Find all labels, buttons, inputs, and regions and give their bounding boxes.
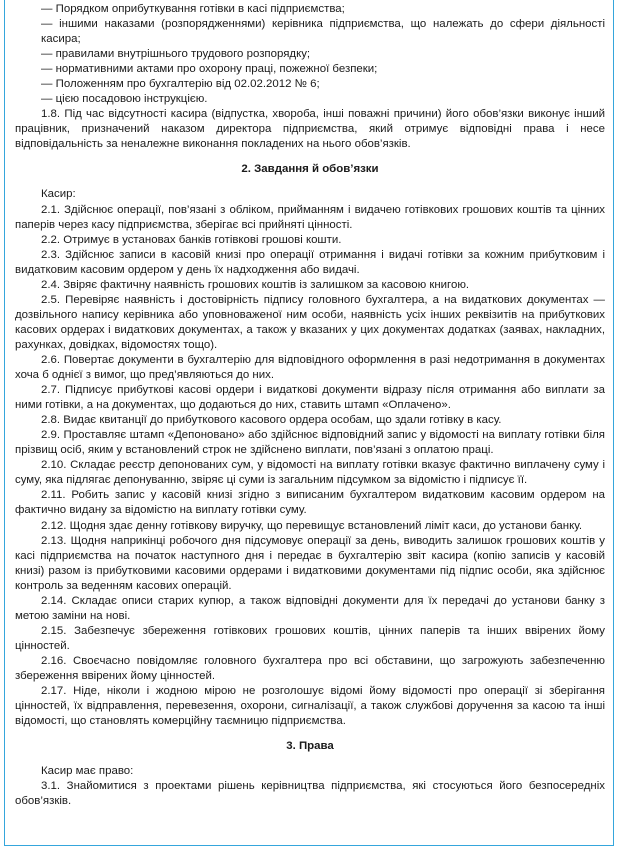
clause-2-11: 2.11. Робить запис у касовій книзі згідно з виписаним бухгалтером видатковим касовим ордером на фактично видану за відомістю на виплату готівки суму. xyxy=(15,489,605,517)
clause-3-1: 3.1. Знайомитися з проектами рішень керівництва підприємства, які стосуються його безпосередніх обов’язків. xyxy=(15,780,605,808)
section-3-title: 3. Права xyxy=(286,740,334,753)
section-3-intro: Касир має право: xyxy=(41,765,134,778)
clause-2-17: 2.17. Ніде, ніколи і жодною мірою не розголошує відомі йому відомості про операції зі зберігання цінностей, їх відправлення, перевезення, охорони, сигналізації, а також службові доручення за касою та інші відомості, що становлять комерційну таємницю підприємства. xyxy=(15,685,605,728)
clause-2-1: 2.1. Здійснює операції, пов’язані з обліком, прийманням і видачею готівкових грошових коштів та цінних паперів через касу підприємства, зберігає всі прийняті цінності. xyxy=(15,203,605,231)
intro-item: — іншими наказами (розпорядженнями) керівника підприємства, що належать до сфери діяльності касира; xyxy=(41,18,605,46)
clause-2-13: 2.13. Щодня наприкінці робочого дня підсумовує операції за день, виводить залишок грошових коштів у касі підприємства на початок наступного дня і передає в бухгалтерію звіт касира (копію записів у касовій книзі) разом із прибутковими касовими ордерами і видатковими документами під підпис особи, яка здійснює контроль за веденням касових операцій. xyxy=(15,534,605,592)
clause-2-8: 2.8. Видає квитанції до прибуткового касового ордера особам, що здали готівку в касу. xyxy=(41,414,502,427)
clause-2-14: 2.14. Складає описи старих купюр, а також відповідні документи для їх передачі до установи банку з метою заміни на нові. xyxy=(15,594,605,622)
clause-2-2: 2.2. Отримує в установах банків готівкові грошові кошти. xyxy=(41,233,342,246)
intro-item: — Порядком оприбуткування готівки в касі підприємства; xyxy=(41,3,345,15)
intro-item: — правилами внутрішнього трудового розпорядку; xyxy=(41,48,311,61)
document-page xyxy=(4,0,614,846)
section-2-intro: Касир: xyxy=(41,188,76,201)
intro-item: — Положенням про бухгалтерію від 02.02.2012 № 6; xyxy=(41,78,320,91)
section-2-title: 2. Завдання й обов’язки xyxy=(241,163,379,176)
clause-2-16: 2.16. Своєчасно повідомляє головного бухгалтера про всі обставини, що загрожують забезпеченню збереження ввірених йому цінностей. xyxy=(15,654,605,682)
clause-2-15: 2.15. Забезпечує збереження готівкових грошових коштів, цінних паперів та інших ввірених йому цінностей. xyxy=(15,624,605,652)
clause-2-4: 2.4. Звіряє фактичну наявність грошових коштів із залишком за касовою книгою. xyxy=(41,278,470,291)
clause-2-10: 2.10. Складає реєстр депонованих сум, у відомості на виплату готівки вказує фактично виплачену суму і суму, яка підлягає депонуванню, звіряє ці суми із загальним підсумком за відомістю і підписує її. xyxy=(15,459,605,487)
intro-item: — нормативними актами про охорону праці, пожежної безпеки; xyxy=(41,63,378,76)
clause-2-6: 2.6. Повертає документи в бухгалтерію для відповідного оформлення в разі недотримання в документах хоча б однієї з вимог, що пред’являються до них. xyxy=(15,353,605,382)
clause-1-8: 1.8. Під час відсутності касира (відпустка, хвороба, інші поважні причини) його обов’язки виконує інший працівник, призначений наказом директора підприємства, який отримує відповідні права і несе відповідальність за неналежне виконання покладених на нього обов’язків. xyxy=(15,108,605,151)
clause-2-9: 2.9. Проставляє штамп «Депоновано» або здійснює відповідний запис у відомості на виплату готівки біля прізвищ осіб, яким у встановлений строк не здійснено виплати, пов’язані з оплатою праці. xyxy=(15,429,605,457)
clause-2-12: 2.12. Щодня здає денну готівкову виручку, що перевищує встановлений ліміт каси, до установи банку. xyxy=(41,519,582,532)
clause-2-5: 2.5. Перевіряє наявність і достовірність підпису головного бухгалтера, а на видаткових документах — дозвільного напису керівника або уповноваженої ним особи, наявність усіх інших реквізитів на прибуткових касових ордерах і видаткових документах, а також у вказаних у цих документах додатках (заявах, накладних, рахунках, довідках, відомостях тощо). xyxy=(15,293,605,351)
clause-2-7: 2.7. Підписує прибуткові касові ордери і видаткові документи відразу після отримання або виплати за ними готівки, а на документах, що додаються до них, ставить штамп «Оплачено». xyxy=(15,384,605,412)
clause-2-3: 2.3. Здійснює записи в касовій книзі про операції отримання і видачі готівки за кожним прибутковим і видатковим касовим ордером у день їх надходження або видачі. xyxy=(15,248,605,276)
intro-item: — цією посадовою інструкцією. xyxy=(41,93,208,106)
